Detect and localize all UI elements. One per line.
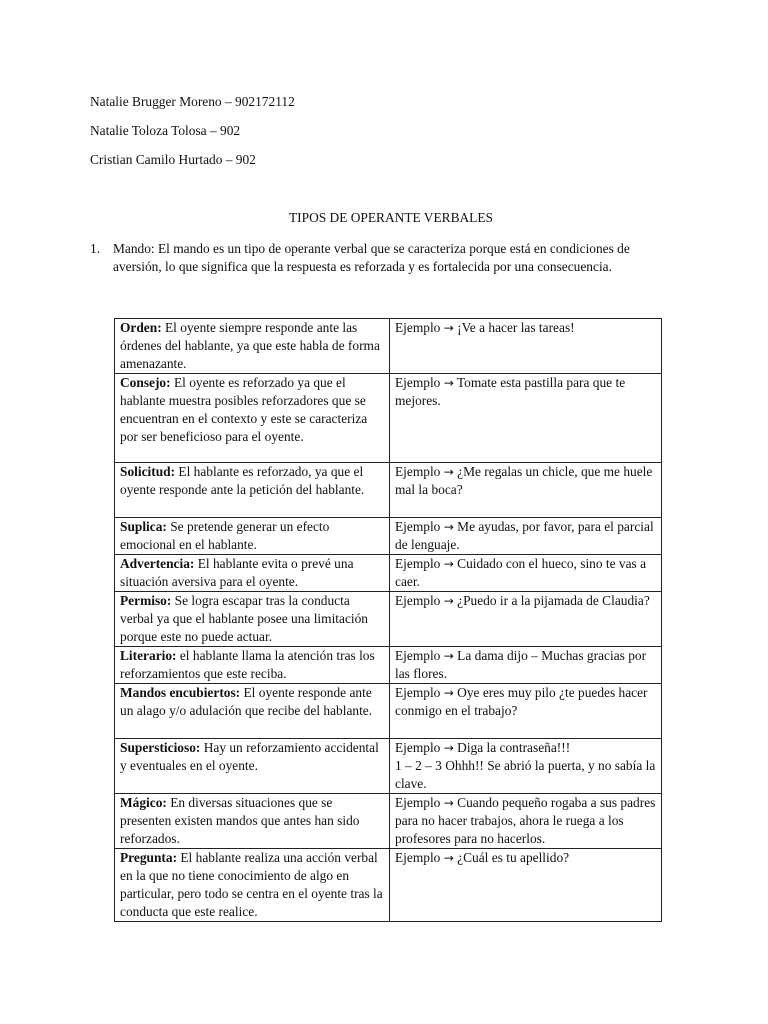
term-label: Advertencia:: [120, 556, 195, 571]
arrow-right-icon: →: [443, 321, 454, 335]
table-row: [115, 647, 662, 684]
example-label: Ejemplo: [395, 648, 441, 663]
definition-cell: [115, 684, 390, 739]
table-row: [115, 463, 662, 518]
definition-cell: [115, 739, 390, 794]
definition-cell: [115, 374, 390, 463]
arrow-right-icon: →: [443, 686, 454, 700]
example-text: ¿Cuál es tu apellido?: [457, 850, 570, 865]
example-text: ¡Ve a hacer las tareas!: [457, 320, 575, 335]
term-label: Orden:: [120, 320, 162, 335]
definition-text: Se logra escapar tras la conducta verbal ya que el hablante posee una limitación porque este no puede actuar.: [120, 593, 369, 644]
example-label: Ejemplo: [395, 464, 441, 479]
example-cell: [390, 739, 662, 794]
definition-text: el hablante llama la atención tras los reforzamientos que este reciba.: [120, 648, 375, 681]
definition-cell: [115, 518, 390, 555]
term-label: Consejo:: [120, 375, 171, 390]
definition-text: Se pretende generar un efecto emocional en el hablante.: [120, 519, 330, 552]
term-label: Literario:: [120, 648, 177, 663]
example-text: ¿Puedo ir a la pijamada de Claudia?: [457, 593, 650, 608]
arrow-right-icon: →: [443, 796, 454, 810]
definition-text: El oyente responde ante un alago y/o adulación que recibe del hablante.: [120, 685, 373, 718]
example-cell: [390, 463, 662, 518]
definition-text: El hablante es reforzado, ya que el oyente responde ante la petición del hablante.: [120, 464, 365, 497]
definition-text: El oyente es reforzado ya que el hablante muestra posibles reforzadores que se encuentran en el contexto y este se caracteriza por ser beneficioso para el oyente.: [120, 375, 368, 444]
table-row: [115, 319, 662, 374]
definition-cell: [115, 463, 390, 518]
example-cell: [390, 684, 662, 739]
arrow-right-icon: →: [443, 376, 454, 390]
term-label: Solicitud:: [120, 464, 176, 479]
term-label: Supersticioso:: [120, 740, 201, 755]
definition-cell: [115, 647, 390, 684]
arrow-right-icon: →: [443, 594, 454, 608]
example-label: Ejemplo: [395, 685, 441, 700]
table-row: [115, 374, 662, 463]
list-item-text: Mando: El mando es un tipo de operante verbal que se caracteriza porque está en condiciones de aversión, lo que significa que la respuesta es reforzada y es fortalecida por una consecuencia.: [113, 241, 630, 274]
operant-table: [114, 318, 662, 922]
example-text: Cuando pequeño rogaba a sus padres para no hacer trabajos, ahora le ruega a los profesores para no hacerlos.: [395, 795, 656, 846]
table-row: [115, 684, 662, 739]
arrow-right-icon: →: [443, 649, 454, 663]
example-label: Ejemplo: [395, 740, 441, 755]
term-label: Suplica:: [120, 519, 167, 534]
list-number: 1.: [90, 241, 101, 256]
definition-cell: [115, 849, 390, 922]
arrow-right-icon: →: [443, 520, 454, 534]
example-cell: [390, 518, 662, 555]
example-text: Cuidado con el hueco, sino te vas a caer.: [395, 556, 647, 589]
definition-text: Hay un reforzamiento accidental y eventuales en el oyente.: [120, 740, 379, 773]
arrow-right-icon: →: [443, 557, 454, 571]
term-label: Mandos encubiertos:: [120, 685, 241, 700]
table-row: [115, 739, 662, 794]
example-label: Ejemplo: [395, 519, 441, 534]
definition-cell: [115, 794, 390, 849]
example-cell: [390, 555, 662, 592]
example-text: Diga la contraseña!!!: [457, 740, 571, 755]
example-text-continued: 1 – 2 – 3 Ohhh!! Se abrió la puerta, y no sabía la clave.: [395, 758, 656, 791]
example-text: La dama dijo – Muchas gracias por las flores.: [395, 648, 647, 681]
table-row: [115, 592, 662, 647]
author-line: Natalie Toloza Tolosa – 902: [90, 123, 241, 138]
table-row: [115, 518, 662, 555]
document-title: TIPOS DE OPERANTE VERBALES: [289, 210, 493, 225]
example-label: Ejemplo: [395, 795, 441, 810]
example-text: Oye eres muy pilo ¿te puedes hacer conmigo en el trabajo?: [395, 685, 648, 718]
example-cell: [390, 319, 662, 374]
table-row: [115, 794, 662, 849]
example-text: Me ayudas, por favor, para el parcial de lenguaje.: [395, 519, 654, 552]
example-cell: [390, 849, 662, 922]
example-label: Ejemplo: [395, 556, 441, 571]
definition-text: En diversas situaciones que se presenten existen mandos que antes han sido reforzados.: [120, 795, 360, 846]
example-label: Ejemplo: [395, 320, 441, 335]
term-label: Pregunta:: [120, 850, 178, 865]
definition-text: El oyente siempre responde ante las órdenes del hablante, ya que este habla de forma amenazante.: [120, 320, 380, 371]
example-cell: [390, 794, 662, 849]
arrow-right-icon: →: [443, 741, 454, 755]
definition-text: El hablante realiza una acción verbal en la que no tiene conocimiento de algo en particular, pero todo se centra en el oyente tras la conducta que este realice.: [120, 850, 383, 919]
example-label: Ejemplo: [395, 850, 441, 865]
arrow-right-icon: →: [443, 465, 454, 479]
example-label: Ejemplo: [395, 593, 441, 608]
definition-cell: [115, 319, 390, 374]
list-item-mando: [90, 240, 670, 276]
example-text: Tomate esta pastilla para que te mejores.: [395, 375, 626, 408]
example-label: Ejemplo: [395, 375, 441, 390]
example-cell: [390, 374, 662, 463]
arrow-right-icon: →: [443, 851, 454, 865]
definition-cell: [115, 592, 390, 647]
term-label: Permiso:: [120, 593, 172, 608]
definition-text: El hablante evita o prevé una situación aversiva para el oyente.: [120, 556, 354, 589]
example-text: ¿Me regalas un chicle, que me huele mal la boca?: [395, 464, 653, 497]
author-line: Natalie Brugger Moreno – 902172112: [90, 94, 295, 109]
term-label: Mágico:: [120, 795, 167, 810]
definition-cell: [115, 555, 390, 592]
author-line: Cristian Camilo Hurtado – 902: [90, 152, 256, 167]
table-row: [115, 555, 662, 592]
example-cell: [390, 647, 662, 684]
example-cell: [390, 592, 662, 647]
table-row: [115, 849, 662, 922]
